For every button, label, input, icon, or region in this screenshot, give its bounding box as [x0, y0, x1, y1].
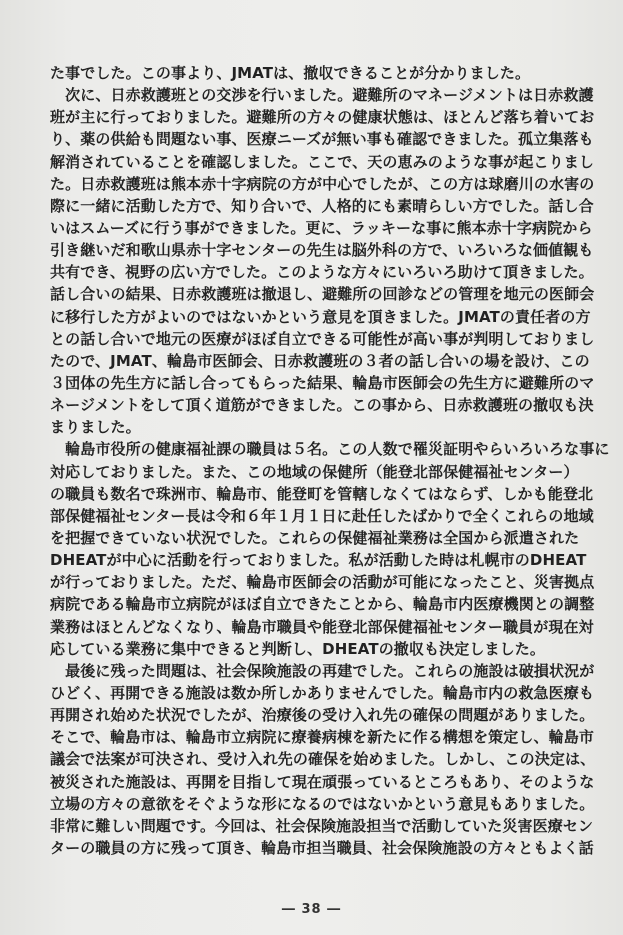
text-line: 次に、日赤救護班との交渉を行いました。避難所のマネージメントは日赤救護 [50, 86, 594, 105]
text-line: 最後に残った問題は、社会保険施設の再建でした。これらの施設は破損状況が [50, 661, 595, 680]
text-line: 立場の方々の意欲をそぐような形になるのではないかという意見もありました。 [50, 794, 595, 813]
text-line: いはスムーズに行う事ができました。更に、ラッキーな事に熊本赤十字病院から [50, 218, 593, 237]
text-line: 話し合いの結果、日赤救護班は撤退し、避難所の回診などの管理を地元の医師会 [50, 285, 595, 304]
text-line: 解消されていることを確認しました。ここで、天の恵みのような事が起こりまし [50, 152, 595, 171]
text-line: ターの職員の方に残って頂き、輪島市担当職員、社会保険施設の方々ともよく話 [50, 838, 594, 857]
text-line: 部保健福祉センター長は令和６年１月１日に赴任したばかりで全くこれらの地域 [50, 506, 594, 525]
text-line: が行っておりました。ただ、輪島市医師会の活動が可能になったこと、災害拠点 [50, 573, 595, 592]
text-line: 再開され始めた状況でしたが、治療後の受け入れ先の確保の問題がありました。 [50, 706, 595, 725]
text-line: 輪島市役所の健康福祉課の職員は５名。この人数で罹災証明やらいろいろな事に [50, 440, 610, 459]
text-line: を把握できていない状況でした。これらの保健福祉業務は全国から派遣された [50, 528, 580, 547]
text-line: 共有でき、視野の広い方でした。このような方々にいろいろ助けて頂きました。 [50, 263, 594, 282]
text-line: 被災された施設は、再開を目指して現在頑張っているところもあり、そのような [50, 772, 595, 791]
text-line: たので、JMAT、輪島市医師会、日赤救護班の３者の話し合いの場を設け、この [50, 351, 590, 370]
text-line: 引き継いだ和歌山県赤十字センターの先生は脳外科の方で、いろいろな価値観も [50, 241, 594, 260]
text-line: た事でした。この事より、JMATは、撤収できることが分かりました。 [50, 64, 531, 82]
text-line: 非常に難しい問題です。今回は、社会保険施設担当で活動していた災害医療セン [50, 816, 594, 835]
text-line: 業務はほとんどなくなり、輪島市職員や能登北部保健福祉センター職員が現在対 [50, 617, 594, 636]
text-line: 対応しておりました。また、この地域の保健所（能登北部保健福祉センター） [50, 462, 579, 481]
text-line: まりました。 [50, 418, 141, 437]
text-line: 応している業務に集中できると判断し、DHEATの撤収も決定しました。 [50, 639, 546, 658]
text-line: との話し合いで地元の医療がほぼ自立できる可能性が高い事が判明しておりまし [50, 329, 595, 348]
text-line: ひどく、再開できる施設は数か所しかありませんでした。輪島市内の救急医療も [50, 683, 595, 702]
text-line: た。日赤救護班は熊本赤十字病院の方が中心でしたが、この方は球磨川の水害の [50, 174, 595, 193]
text-line: り、薬の供給も問題ない事、医療ニーズが無い事も確認できました。孤立集落も [50, 130, 594, 149]
text-line: の職員も数名で珠洲市、輪島市、能登町を管轄しなくてはならず、しかも能登北 [50, 484, 594, 503]
text-line: 際に一緒に活動した方で、知り合いで、人格的にも素晴らしい方でした。話し合 [50, 196, 594, 215]
page-number: ― 38 ― [281, 902, 342, 917]
text-line: に移行した方がよいのではないかという意見を頂きました。JMATの責任者の方 [50, 307, 591, 326]
body-text [50, 62, 610, 859]
text-line: ネージメントをして頂く道筋ができました。この事から、日赤救護班の撤収も決 [50, 396, 594, 415]
text-line: DHEATが中心に活動を行っておりました。私が活動した時は札幌市のDHEAT [50, 551, 587, 570]
text-line: ３団体の先生方に話し合ってもらった結果、輪島市医師会の先生方に避難所のマ [50, 373, 595, 392]
text-line: そこで、輪島市は、輪島市立病院に療養病棟を新たに作る構想を策定し、輪島市 [50, 728, 595, 747]
text-line: 病院である輪島市立病院がほぼ自立できたことから、輪島市内医療機関との調整 [50, 595, 595, 614]
text-line: 班が主に行っておりました。避難所の方々の健康状態は、ほとんど落ち着いてお [50, 108, 595, 127]
text-line: 議会で法案が可決され、受け入れ先の確保を始めました。しかし、この決定は、 [50, 750, 596, 769]
